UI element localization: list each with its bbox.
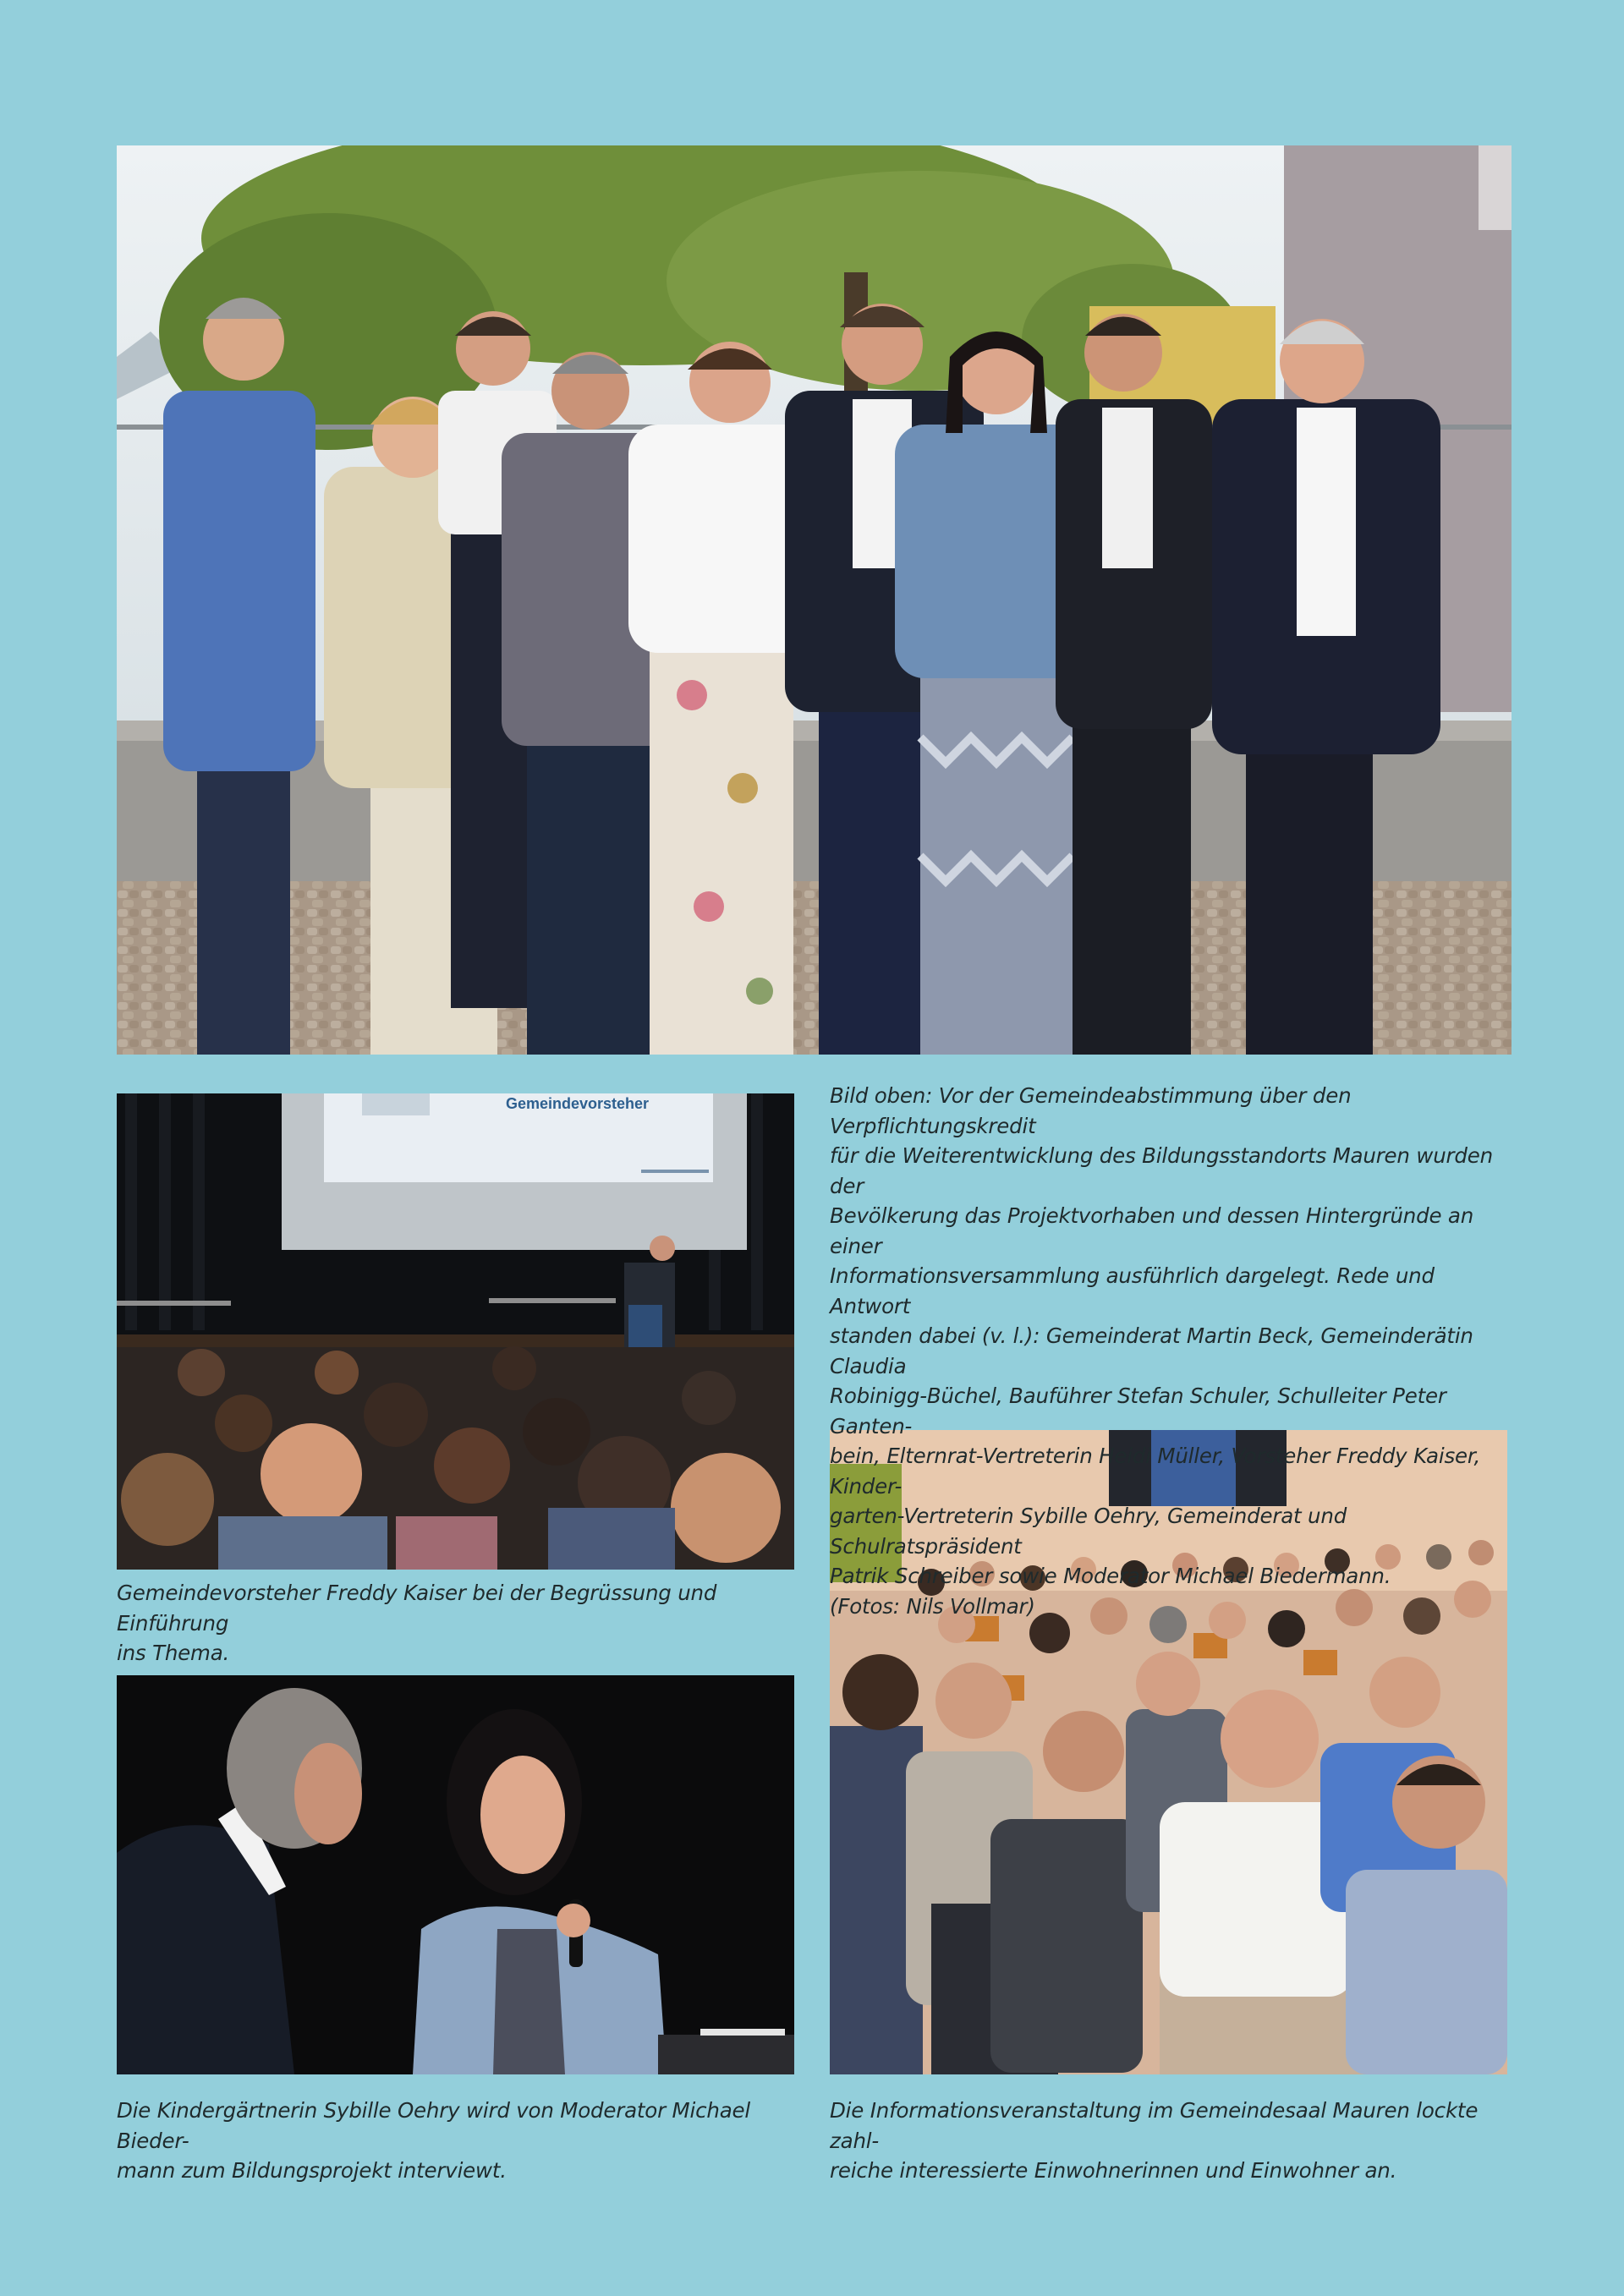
group-photo-illustration [117,145,1512,1055]
main-caption-line: bein, Elternrat-Vertreterin Heidi Müller, Vorsteher Freddy Kaiser, Kinder- [830,1444,1481,1499]
main-caption [830,1081,1511,1621]
group-photo [117,145,1512,1055]
main-caption-line: Bild oben: Vor der Gemeindeabstimmung über den Verpflichtungskredit [830,1083,1352,1138]
main-caption-line: Bevölkerung das Projektvorhaben und dessen Hintergründe an einer [830,1203,1474,1258]
main-caption-line: Informationsversammlung ausführlich dargelegt. Rede und Antwort [830,1263,1435,1318]
main-caption-line: standen dabei (v. l.): Gemeinderat Martin Beck, Gemeinderätin Claudia [830,1323,1473,1378]
stage-caption-line: Gemeindevorsteher Freddy Kaiser bei der Begrüssung und Einführung [117,1581,717,1636]
interview-caption-line: mann zum Bildungsprojekt interviewt. [117,2158,507,2183]
stage-caption-line: ins Thema. [117,1641,230,1665]
main-caption-line: für die Weiterentwicklung des Bildungsstandorts Mauren wurden der [830,1143,1493,1198]
photo-credit: (Fotos: Nils Vollmar) [830,1593,1035,1619]
audience-caption-line: reiche interessierte Einwohnerinnen und Einwohner an. [830,2158,1397,2183]
audience-caption-line: Die Informationsveranstaltung im Gemeindesaal Mauren lockte zahl- [830,2098,1479,2153]
stage-caption [117,1578,798,1669]
screen-heading: Gemeindevorsteher [506,1095,650,1112]
main-caption-line: Patrik Schreiber sowie Moderator Michael Biedermann. [830,1564,1391,1588]
stage-photo [117,1093,794,1570]
interview-caption [117,2096,798,2186]
main-caption-line: garten-Vertreterin Sybille Oehry, Gemeinderat und Schulratspräsident [830,1504,1347,1559]
interview-photo-illustration [117,1675,794,2074]
main-caption-line: Robinigg-Büchel, Bauführer Stefan Schuler, Schulleiter Peter Ganten- [830,1384,1446,1438]
audience-caption [830,2096,1511,2186]
interview-caption-line: Die Kindergärtnerin Sybille Oehry wird von Moderator Michael Bieder- [117,2098,750,2153]
stage-photo-illustration [117,1093,794,1570]
interview-photo [117,1675,794,2074]
